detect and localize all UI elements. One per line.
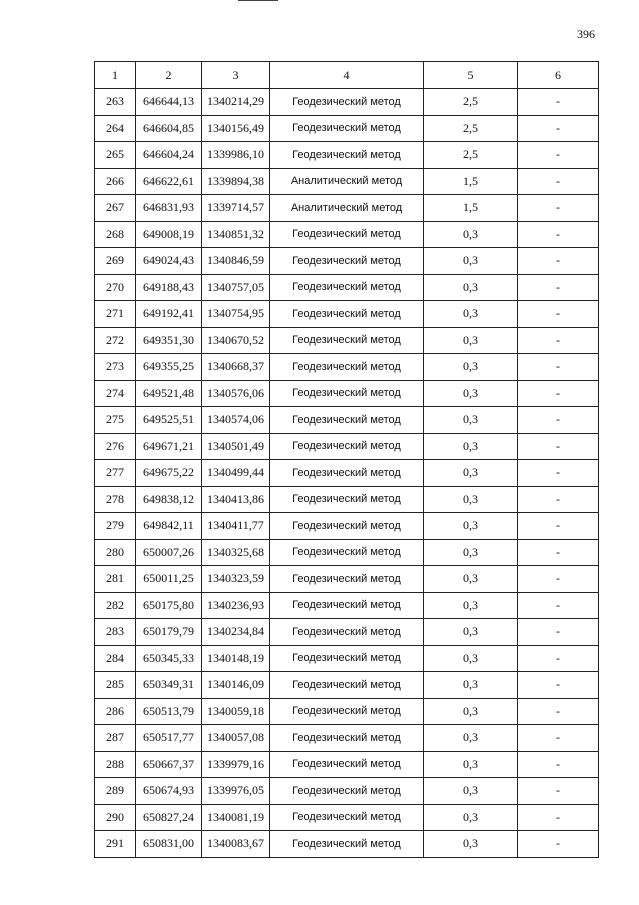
note-cell: - — [518, 115, 599, 142]
note-cell: - — [518, 89, 599, 116]
table-row — [95, 645, 599, 672]
y-coordinate-cell: 1340846,59 — [202, 248, 270, 275]
table-row — [95, 831, 599, 858]
method-cell: Геодезический метод — [270, 274, 424, 301]
x-coordinate-cell: 646622,61 — [136, 168, 202, 195]
accuracy-cell: 0,3 — [424, 513, 518, 540]
y-coordinate-cell: 1340083,67 — [202, 831, 270, 858]
accuracy-cell: 0,3 — [424, 486, 518, 513]
method-cell: Геодезический метод — [270, 566, 424, 593]
y-coordinate-cell: 1340081,19 — [202, 804, 270, 831]
note-cell: - — [518, 698, 599, 725]
note-cell: - — [518, 407, 599, 434]
x-coordinate-cell: 650831,00 — [136, 831, 202, 858]
y-coordinate-cell: 1340156,49 — [202, 115, 270, 142]
column-header: 2 — [136, 62, 202, 89]
point-number-cell: 289 — [95, 778, 136, 805]
method-cell: Геодезический метод — [270, 645, 424, 672]
y-coordinate-cell: 1339976,05 — [202, 778, 270, 805]
point-number-cell: 282 — [95, 592, 136, 619]
column-header: 1 — [95, 62, 136, 89]
method-cell: Геодезический метод — [270, 698, 424, 725]
method-cell: Геодезический метод — [270, 354, 424, 381]
x-coordinate-cell: 650517,77 — [136, 725, 202, 752]
point-number-cell: 291 — [95, 831, 136, 858]
method-cell: Геодезический метод — [270, 142, 424, 169]
table-row — [95, 725, 599, 752]
accuracy-cell: 0,3 — [424, 645, 518, 672]
point-number-cell: 290 — [95, 804, 136, 831]
note-cell: - — [518, 751, 599, 778]
note-cell: - — [518, 327, 599, 354]
y-coordinate-cell: 1340670,52 — [202, 327, 270, 354]
y-coordinate-cell: 1340234,84 — [202, 619, 270, 646]
y-coordinate-cell: 1340668,37 — [202, 354, 270, 381]
accuracy-cell: 2,5 — [424, 89, 518, 116]
point-number-cell: 277 — [95, 460, 136, 487]
point-number-cell: 266 — [95, 168, 136, 195]
accuracy-cell: 0,3 — [424, 698, 518, 725]
accuracy-cell: 1,5 — [424, 195, 518, 222]
table-row — [95, 168, 599, 195]
x-coordinate-cell: 646604,24 — [136, 142, 202, 169]
method-cell: Геодезический метод — [270, 433, 424, 460]
y-coordinate-cell: 1340148,19 — [202, 645, 270, 672]
x-coordinate-cell: 649525,51 — [136, 407, 202, 434]
table-row — [95, 221, 599, 248]
accuracy-cell: 0,3 — [424, 672, 518, 699]
coordinates-table — [94, 61, 599, 858]
method-cell: Аналитический метод — [270, 168, 424, 195]
accuracy-cell: 0,3 — [424, 380, 518, 407]
note-cell: - — [518, 778, 599, 805]
method-cell: Геодезический метод — [270, 592, 424, 619]
table-row — [95, 248, 599, 275]
point-number-cell: 285 — [95, 672, 136, 699]
y-coordinate-cell: 1340323,59 — [202, 566, 270, 593]
point-number-cell: 264 — [95, 115, 136, 142]
accuracy-cell: 0,3 — [424, 778, 518, 805]
y-coordinate-cell: 1339979,16 — [202, 751, 270, 778]
page-number: 396 — [577, 27, 595, 41]
accuracy-cell: 0,3 — [424, 354, 518, 381]
point-number-cell: 278 — [95, 486, 136, 513]
method-cell: Геодезический метод — [270, 831, 424, 858]
table-row — [95, 433, 599, 460]
accuracy-cell: 0,3 — [424, 539, 518, 566]
point-number-cell: 270 — [95, 274, 136, 301]
x-coordinate-cell: 650175,80 — [136, 592, 202, 619]
method-cell: Геодезический метод — [270, 751, 424, 778]
table-row — [95, 486, 599, 513]
method-cell: Геодезический метод — [270, 301, 424, 328]
note-cell: - — [518, 221, 599, 248]
point-number-cell: 265 — [95, 142, 136, 169]
accuracy-cell: 0,3 — [424, 566, 518, 593]
table-row — [95, 407, 599, 434]
accuracy-cell: 0,3 — [424, 831, 518, 858]
table-row — [95, 460, 599, 487]
y-coordinate-cell: 1340325,68 — [202, 539, 270, 566]
column-header: 3 — [202, 62, 270, 89]
note-cell: - — [518, 619, 599, 646]
method-cell: Геодезический метод — [270, 221, 424, 248]
table-row — [95, 327, 599, 354]
accuracy-cell: 0,3 — [424, 460, 518, 487]
x-coordinate-cell: 649521,48 — [136, 380, 202, 407]
method-cell: Геодезический метод — [270, 672, 424, 699]
point-number-cell: 272 — [95, 327, 136, 354]
table-row — [95, 89, 599, 116]
note-cell: - — [518, 248, 599, 275]
y-coordinate-cell: 1340146,09 — [202, 672, 270, 699]
x-coordinate-cell: 649192,41 — [136, 301, 202, 328]
table-row — [95, 274, 599, 301]
accuracy-cell: 0,3 — [424, 248, 518, 275]
y-coordinate-cell: 1340057,08 — [202, 725, 270, 752]
y-coordinate-cell: 1340574,06 — [202, 407, 270, 434]
note-cell: - — [518, 725, 599, 752]
table-row — [95, 115, 599, 142]
method-cell: Геодезический метод — [270, 804, 424, 831]
y-coordinate-cell: 1339714,57 — [202, 195, 270, 222]
note-cell: - — [518, 645, 599, 672]
note-cell: - — [518, 460, 599, 487]
note-cell: - — [518, 804, 599, 831]
table-row — [95, 380, 599, 407]
accuracy-cell: 1,5 — [424, 168, 518, 195]
accuracy-cell: 0,3 — [424, 407, 518, 434]
x-coordinate-cell: 649355,25 — [136, 354, 202, 381]
accuracy-cell: 0,3 — [424, 592, 518, 619]
x-coordinate-cell: 649351,30 — [136, 327, 202, 354]
note-cell: - — [518, 142, 599, 169]
point-number-cell: 286 — [95, 698, 136, 725]
point-number-cell: 269 — [95, 248, 136, 275]
accuracy-cell: 0,3 — [424, 327, 518, 354]
table-row — [95, 804, 599, 831]
method-cell: Геодезический метод — [270, 725, 424, 752]
accuracy-cell: 0,3 — [424, 301, 518, 328]
point-number-cell: 268 — [95, 221, 136, 248]
note-cell: - — [518, 301, 599, 328]
method-cell: Геодезический метод — [270, 89, 424, 116]
point-number-cell: 287 — [95, 725, 136, 752]
table-row — [95, 672, 599, 699]
y-coordinate-cell: 1340059,18 — [202, 698, 270, 725]
note-cell: - — [518, 539, 599, 566]
y-coordinate-cell: 1340501,49 — [202, 433, 270, 460]
x-coordinate-cell: 649675,22 — [136, 460, 202, 487]
point-number-cell: 280 — [95, 539, 136, 566]
note-cell: - — [518, 195, 599, 222]
x-coordinate-cell: 649671,21 — [136, 433, 202, 460]
x-coordinate-cell: 649024,43 — [136, 248, 202, 275]
table-header-row — [95, 62, 599, 89]
table-row — [95, 301, 599, 328]
x-coordinate-cell: 650179,79 — [136, 619, 202, 646]
x-coordinate-cell: 649008,19 — [136, 221, 202, 248]
table-row — [95, 751, 599, 778]
table-row — [95, 778, 599, 805]
x-coordinate-cell: 649838,12 — [136, 486, 202, 513]
scan-edge-line — [238, 0, 278, 1]
table-row — [95, 142, 599, 169]
x-coordinate-cell: 650667,37 — [136, 751, 202, 778]
y-coordinate-cell: 1340851,32 — [202, 221, 270, 248]
table-row — [95, 195, 599, 222]
note-cell: - — [518, 274, 599, 301]
note-cell: - — [518, 380, 599, 407]
note-cell: - — [518, 592, 599, 619]
method-cell: Геодезический метод — [270, 115, 424, 142]
accuracy-cell: 2,5 — [424, 142, 518, 169]
point-number-cell: 284 — [95, 645, 136, 672]
note-cell: - — [518, 672, 599, 699]
table-body — [95, 89, 599, 858]
table-row — [95, 619, 599, 646]
accuracy-cell: 0,3 — [424, 619, 518, 646]
method-cell: Геодезический метод — [270, 327, 424, 354]
point-number-cell: 283 — [95, 619, 136, 646]
point-number-cell: 273 — [95, 354, 136, 381]
method-cell: Геодезический метод — [270, 778, 424, 805]
accuracy-cell: 0,3 — [424, 274, 518, 301]
method-cell: Геодезический метод — [270, 407, 424, 434]
note-cell: - — [518, 513, 599, 540]
y-coordinate-cell: 1340236,93 — [202, 592, 270, 619]
x-coordinate-cell: 650513,79 — [136, 698, 202, 725]
table-row — [95, 539, 599, 566]
x-coordinate-cell: 650345,33 — [136, 645, 202, 672]
note-cell: - — [518, 354, 599, 381]
y-coordinate-cell: 1340411,77 — [202, 513, 270, 540]
y-coordinate-cell: 1339894,38 — [202, 168, 270, 195]
note-cell: - — [518, 486, 599, 513]
accuracy-cell: 0,3 — [424, 433, 518, 460]
accuracy-cell: 2,5 — [424, 115, 518, 142]
table-row — [95, 592, 599, 619]
point-number-cell: 271 — [95, 301, 136, 328]
note-cell: - — [518, 831, 599, 858]
point-number-cell: 263 — [95, 89, 136, 116]
x-coordinate-cell: 646831,93 — [136, 195, 202, 222]
point-number-cell: 276 — [95, 433, 136, 460]
method-cell: Геодезический метод — [270, 460, 424, 487]
accuracy-cell: 0,3 — [424, 751, 518, 778]
method-cell: Аналитический метод — [270, 195, 424, 222]
x-coordinate-cell: 650827,24 — [136, 804, 202, 831]
column-header: 6 — [518, 62, 599, 89]
note-cell: - — [518, 566, 599, 593]
point-number-cell: 274 — [95, 380, 136, 407]
point-number-cell: 288 — [95, 751, 136, 778]
table-row — [95, 354, 599, 381]
table-row — [95, 513, 599, 540]
y-coordinate-cell: 1340214,29 — [202, 89, 270, 116]
x-coordinate-cell: 650349,31 — [136, 672, 202, 699]
method-cell: Геодезический метод — [270, 380, 424, 407]
point-number-cell: 279 — [95, 513, 136, 540]
point-number-cell: 267 — [95, 195, 136, 222]
x-coordinate-cell: 646644,13 — [136, 89, 202, 116]
column-header: 4 — [270, 62, 424, 89]
point-number-cell: 281 — [95, 566, 136, 593]
method-cell: Геодезический метод — [270, 248, 424, 275]
point-number-cell: 275 — [95, 407, 136, 434]
y-coordinate-cell: 1340499,44 — [202, 460, 270, 487]
y-coordinate-cell: 1340757,05 — [202, 274, 270, 301]
method-cell: Геодезический метод — [270, 486, 424, 513]
x-coordinate-cell: 649842,11 — [136, 513, 202, 540]
y-coordinate-cell: 1340413,86 — [202, 486, 270, 513]
note-cell: - — [518, 433, 599, 460]
accuracy-cell: 0,3 — [424, 725, 518, 752]
y-coordinate-cell: 1340754,95 — [202, 301, 270, 328]
y-coordinate-cell: 1339986,10 — [202, 142, 270, 169]
x-coordinate-cell: 650007,26 — [136, 539, 202, 566]
x-coordinate-cell: 650011,25 — [136, 566, 202, 593]
table-row — [95, 698, 599, 725]
x-coordinate-cell: 650674,93 — [136, 778, 202, 805]
method-cell: Геодезический метод — [270, 513, 424, 540]
method-cell: Геодезический метод — [270, 539, 424, 566]
column-header: 5 — [424, 62, 518, 89]
accuracy-cell: 0,3 — [424, 804, 518, 831]
x-coordinate-cell: 649188,43 — [136, 274, 202, 301]
note-cell: - — [518, 168, 599, 195]
y-coordinate-cell: 1340576,06 — [202, 380, 270, 407]
accuracy-cell: 0,3 — [424, 221, 518, 248]
x-coordinate-cell: 646604,85 — [136, 115, 202, 142]
table-row — [95, 566, 599, 593]
method-cell: Геодезический метод — [270, 619, 424, 646]
